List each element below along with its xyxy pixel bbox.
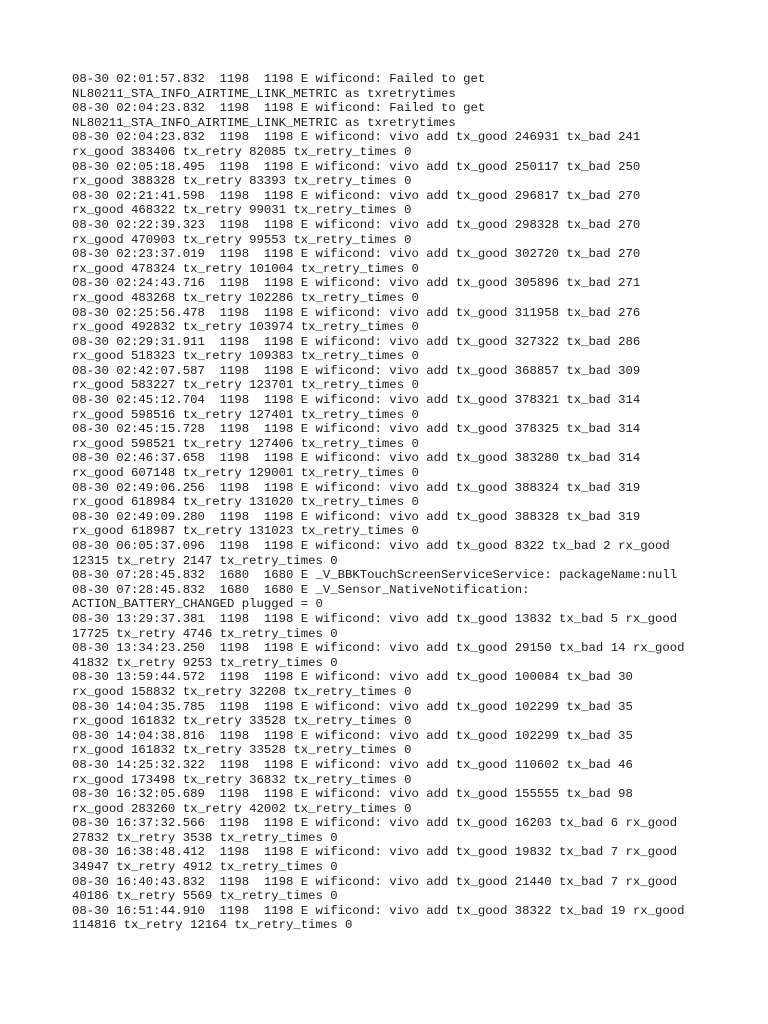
log-line: 08-30 16:51:44.910 1198 1198 E wificond: vivo add tx_good 38322 tx_bad 19 rx_good bbox=[72, 903, 685, 918]
log-line: 08-30 02:05:18.495 1198 1198 E wificond: vivo add tx_good 250117 tx_bad 250 bbox=[72, 159, 641, 174]
log-line: rx_good 468322 tx_retry 99031 tx_retry_times 0 bbox=[72, 203, 412, 218]
log-line: rx_good 470903 tx_retry 99553 tx_retry_times 0 bbox=[72, 232, 412, 247]
log-line: 08-30 02:24:43.716 1198 1198 E wificond: vivo add tx_good 305896 tx_bad 271 bbox=[72, 276, 641, 291]
log-line: 08-30 07:28:45.832 1680 1680 E _V_Sensor_NativeNotification: bbox=[72, 582, 530, 597]
log-line: 08-30 02:49:09.280 1198 1198 E wificond: vivo add tx_good 388328 tx_bad 319 bbox=[72, 509, 641, 524]
log-line: 114816 tx_retry 12164 tx_retry_times 0 bbox=[72, 918, 353, 933]
log-line: 34947 tx_retry 4912 tx_retry_times 0 bbox=[72, 860, 338, 875]
log-line: rx_good 492832 tx_retry 103974 tx_retry_times 0 bbox=[72, 320, 419, 335]
log-line: 08-30 02:21:41.598 1198 1198 E wificond: vivo add tx_good 296817 tx_bad 270 bbox=[72, 188, 641, 203]
log-line: 08-30 07:28:45.832 1680 1680 E _V_BBKTouchScreenServiceService: packageName:null bbox=[72, 568, 678, 583]
log-line: 08-30 14:04:38.816 1198 1198 E wificond: vivo add tx_good 102299 tx_bad 35 bbox=[72, 728, 633, 743]
log-line: rx_good 478324 tx_retry 101004 tx_retry_times 0 bbox=[72, 261, 419, 276]
log-line: 08-30 02:04:23.832 1198 1198 E wificond: vivo add tx_good 246931 tx_bad 241 bbox=[72, 130, 641, 145]
log-line: 08-30 16:37:32.566 1198 1198 E wificond: vivo add tx_good 16203 tx_bad 6 rx_good bbox=[72, 816, 678, 831]
log-line: 08-30 13:59:44.572 1198 1198 E wificond: vivo add tx_good 100084 tx_bad 30 bbox=[72, 670, 633, 685]
log-line: rx_good 158832 tx_retry 32208 tx_retry_times 0 bbox=[72, 684, 412, 699]
log-line: 41832 tx_retry 9253 tx_retry_times 0 bbox=[72, 655, 338, 670]
log-line: 08-30 14:04:35.785 1198 1198 E wificond: vivo add tx_good 102299 tx_bad 35 bbox=[72, 699, 633, 714]
log-line: rx_good 618987 tx_retry 131023 tx_retry_times 0 bbox=[72, 524, 419, 539]
log-line: rx_good 383406 tx_retry 82085 tx_retry_times 0 bbox=[72, 144, 412, 159]
log-line: 08-30 02:45:12.704 1198 1198 E wificond: vivo add tx_good 378321 tx_bad 314 bbox=[72, 393, 641, 408]
log-line: 08-30 13:34:23.250 1198 1198 E wificond: vivo add tx_good 29150 tx_bad 14 rx_good bbox=[72, 641, 685, 656]
log-line: 08-30 14:25:32.322 1198 1198 E wificond: vivo add tx_good 110602 tx_bad 46 bbox=[72, 757, 633, 772]
log-line: 08-30 13:29:37.381 1198 1198 E wificond: vivo add tx_good 13832 tx_bad 5 rx_good bbox=[72, 611, 678, 626]
log-line: rx_good 173498 tx_retry 36832 tx_retry_times 0 bbox=[72, 772, 412, 787]
log-line: 08-30 02:29:31.911 1198 1198 E wificond: vivo add tx_good 327322 tx_bad 286 bbox=[72, 334, 641, 349]
log-line: rx_good 161832 tx_retry 33528 tx_retry_times 0 bbox=[72, 714, 412, 729]
log-line: 08-30 02:46:37.658 1198 1198 E wificond: vivo add tx_good 383280 tx_bad 314 bbox=[72, 451, 641, 466]
log-line: NL80211_STA_INFO_AIRTIME_LINK_METRIC as txretrytimes bbox=[72, 115, 456, 130]
log-line: rx_good 583227 tx_retry 123701 tx_retry_times 0 bbox=[72, 378, 419, 393]
log-line: 12315 tx_retry 2147 tx_retry_times 0 bbox=[72, 553, 338, 568]
log-line: rx_good 618984 tx_retry 131020 tx_retry_times 0 bbox=[72, 495, 419, 510]
log-line: 08-30 02:22:39.323 1198 1198 E wificond: vivo add tx_good 298328 tx_bad 270 bbox=[72, 217, 641, 232]
log-line: NL80211_STA_INFO_AIRTIME_LINK_METRIC as txretrytimes bbox=[72, 86, 456, 101]
log-line: 08-30 02:01:57.832 1198 1198 E wificond: Failed to get bbox=[72, 72, 486, 86]
log-line: ACTION_BATTERY_CHANGED plugged = 0 bbox=[72, 597, 323, 612]
log-line: 08-30 02:25:56.478 1198 1198 E wificond: vivo add tx_good 311958 tx_bad 276 bbox=[72, 305, 641, 320]
log-line: 08-30 16:40:43.832 1198 1198 E wificond: vivo add tx_good 21440 tx_bad 7 rx_good bbox=[72, 874, 678, 889]
log-line: rx_good 388328 tx_retry 83393 tx_retry_times 0 bbox=[72, 174, 412, 189]
log-line: 08-30 16:38:48.412 1198 1198 E wificond: vivo add tx_good 19832 tx_bad 7 rx_good bbox=[72, 845, 678, 860]
log-line: rx_good 161832 tx_retry 33528 tx_retry_times 0 bbox=[72, 743, 412, 758]
log-line: 08-30 16:32:05.689 1198 1198 E wificond: vivo add tx_good 155555 tx_bad 98 bbox=[72, 787, 633, 802]
log-line: rx_good 607148 tx_retry 129001 tx_retry_times 0 bbox=[72, 466, 419, 481]
log-line: rx_good 283260 tx_retry 42002 tx_retry_times 0 bbox=[72, 801, 412, 816]
log-line: rx_good 483268 tx_retry 102286 tx_retry_times 0 bbox=[72, 290, 419, 305]
log-line: rx_good 598521 tx_retry 127406 tx_retry_times 0 bbox=[72, 436, 419, 451]
log-line: 08-30 02:49:06.256 1198 1198 E wificond: vivo add tx_good 388324 tx_bad 319 bbox=[72, 480, 641, 495]
log-line: 08-30 02:23:37.019 1198 1198 E wificond: vivo add tx_good 302720 tx_bad 270 bbox=[72, 247, 641, 262]
log-line: 40186 tx_retry 5569 tx_retry_times 0 bbox=[72, 889, 338, 904]
log-line: 17725 tx_retry 4746 tx_retry_times 0 bbox=[72, 626, 338, 641]
log-line: rx_good 598516 tx_retry 127401 tx_retry_times 0 bbox=[72, 407, 419, 422]
log-line: 08-30 02:42:07.587 1198 1198 E wificond: vivo add tx_good 368857 tx_bad 309 bbox=[72, 363, 641, 378]
log-document bbox=[72, 72, 712, 933]
log-line: 08-30 02:04:23.832 1198 1198 E wificond: Failed to get bbox=[72, 101, 486, 116]
log-line: rx_good 518323 tx_retry 109383 tx_retry_times 0 bbox=[72, 349, 419, 364]
log-line: 08-30 06:05:37.096 1198 1198 E wificond: vivo add tx_good 8322 tx_bad 2 rx_good bbox=[72, 539, 670, 553]
log-line: 08-30 02:45:15.728 1198 1198 E wificond: vivo add tx_good 378325 tx_bad 314 bbox=[72, 422, 641, 437]
log-line: 27832 tx_retry 3538 tx_retry_times 0 bbox=[72, 830, 338, 845]
